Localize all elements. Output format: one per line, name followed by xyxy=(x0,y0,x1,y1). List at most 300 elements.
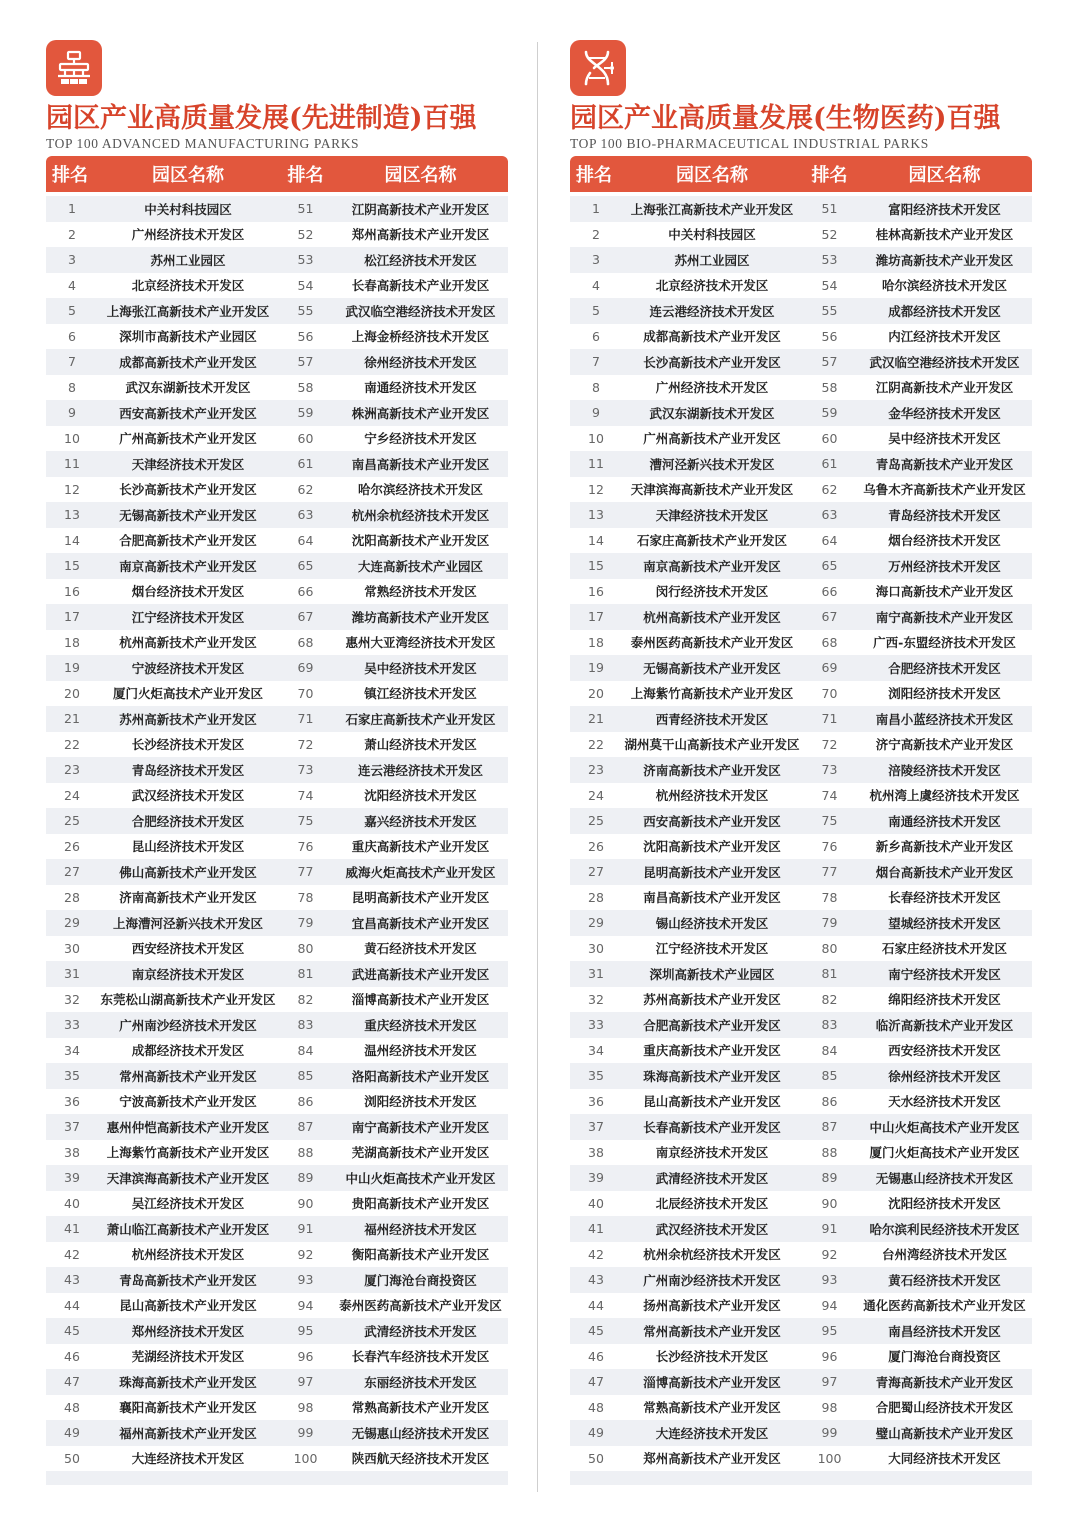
table-row xyxy=(570,1344,1032,1370)
park-name-cell: 合肥高新技术产业开发区 xyxy=(119,533,257,549)
park-name-cell: 徐州经济技术开发区 xyxy=(888,1068,1001,1084)
table-row xyxy=(570,1012,1032,1038)
table-row xyxy=(46,1369,508,1395)
rank-cell: 48 xyxy=(588,1399,604,1415)
rank-cell: 96 xyxy=(297,1348,314,1364)
table-row xyxy=(570,579,1032,605)
rank-cell: 56 xyxy=(821,328,838,344)
rank-cell: 89 xyxy=(821,1170,838,1186)
rank-cell: 12 xyxy=(64,481,80,497)
table-row xyxy=(46,400,508,426)
rank-cell: 39 xyxy=(588,1170,604,1186)
park-name-cell: 武汉临空港经济技术开发区 xyxy=(869,354,1020,370)
table-row xyxy=(570,732,1032,758)
table-row xyxy=(570,196,1032,222)
park-name-cell: 武汉东湖新技术开发区 xyxy=(125,380,251,396)
table-row xyxy=(46,1114,508,1140)
rank-cell: 89 xyxy=(297,1170,314,1186)
rank-cell: 37 xyxy=(588,1119,604,1135)
park-name-cell: 珠海高新技术产业开发区 xyxy=(119,1374,257,1390)
park-name-cell: 黄石经济技术开发区 xyxy=(364,941,477,957)
table-row xyxy=(46,1165,508,1191)
park-name-cell: 昆山高新技术产业开发区 xyxy=(643,1094,781,1110)
park-name-cell: 武汉东湖新技术开发区 xyxy=(649,405,775,421)
park-name-cell: 潍坊高新技术产业开发区 xyxy=(351,609,490,625)
rank-cell: 12 xyxy=(588,481,604,497)
table-row xyxy=(46,987,508,1013)
table-row xyxy=(570,604,1032,630)
park-name-cell: 连云港经济技术开发区 xyxy=(649,303,775,319)
network-diagram-icon xyxy=(46,40,102,96)
rank-cell: 31 xyxy=(588,966,604,982)
park-name-cell: 宁波经济技术开发区 xyxy=(131,660,245,676)
rank-cell: 42 xyxy=(588,1246,604,1262)
park-name-cell: 无锡惠山经济技术开发区 xyxy=(351,1425,490,1441)
rank-cell: 98 xyxy=(297,1399,314,1415)
rank-cell: 54 xyxy=(297,277,314,293)
park-name-cell: 青海高新技术产业开发区 xyxy=(875,1374,1014,1390)
rank-cell: 71 xyxy=(297,711,314,727)
park-name-cell: 富阳经济技术开发区 xyxy=(888,201,1001,217)
rank-cell: 16 xyxy=(588,583,604,599)
park-name-cell: 哈尔滨经济技术开发区 xyxy=(881,278,1007,294)
park-name-cell: 合肥蜀山经济技术开发区 xyxy=(875,1400,1014,1416)
rank-cell: 36 xyxy=(588,1093,604,1109)
table-row xyxy=(570,936,1032,962)
park-name-cell: 芜湖高新技术产业开发区 xyxy=(351,1145,490,1161)
table-row xyxy=(570,706,1032,732)
park-name-cell: 苏州工业园区 xyxy=(674,252,750,268)
park-name-cell: 常熟经济技术开发区 xyxy=(364,584,477,600)
rank-cell: 5 xyxy=(592,303,600,319)
park-name-cell: 石家庄高新技术产业开发区 xyxy=(636,533,787,549)
table-row xyxy=(570,859,1032,885)
rank-cell: 8 xyxy=(68,379,76,395)
park-name-cell: 潍坊高新技术产业开发区 xyxy=(875,252,1014,268)
table-row xyxy=(46,808,508,834)
park-name-cell: 重庆高新技术产业开发区 xyxy=(351,839,490,855)
table-row xyxy=(570,502,1032,528)
rank-cell: 94 xyxy=(297,1297,314,1313)
rank-cell: 95 xyxy=(821,1323,838,1339)
rank-cell: 37 xyxy=(64,1119,80,1135)
rank-cell: 66 xyxy=(821,583,838,599)
table-row xyxy=(570,477,1032,503)
rank-cell: 62 xyxy=(821,481,838,497)
park-name-cell: 杭州余杭经济技术开发区 xyxy=(643,1247,781,1263)
page-title: 园区产业高质量发展(生物医药)百强 xyxy=(570,103,1001,134)
park-name-cell: 南昌高新技术产业开发区 xyxy=(351,456,490,472)
rank-cell: 27 xyxy=(588,864,604,880)
rank-cell: 68 xyxy=(821,634,838,650)
park-name-cell: 无锡高新技术产业开发区 xyxy=(119,507,257,523)
rank-cell: 8 xyxy=(592,379,600,395)
park-name-cell: 大连高新技术产业园区 xyxy=(357,558,483,574)
park-name-cell: 中关村科技园区 xyxy=(668,227,756,243)
table-row xyxy=(46,604,508,630)
park-name-cell: 厦门海沧台商投资区 xyxy=(888,1349,1001,1365)
rank-cell: 80 xyxy=(297,940,314,956)
rank-cell: 64 xyxy=(297,532,314,548)
park-name-cell: 重庆经济技术开发区 xyxy=(364,1017,477,1033)
rank-cell: 24 xyxy=(588,787,604,803)
park-name-cell: 长春高新技术产业开发区 xyxy=(351,278,490,294)
rank-cell: 18 xyxy=(588,634,604,650)
rank-cell: 53 xyxy=(297,252,314,268)
rank-cell: 30 xyxy=(64,940,80,956)
park-name-cell: 杭州经济技术开发区 xyxy=(655,788,769,804)
park-name-cell: 惠州大亚湾经济技术开发区 xyxy=(345,635,496,651)
table-row xyxy=(570,375,1032,401)
park-name-cell: 涪陵经济技术开发区 xyxy=(888,762,1001,778)
table-row xyxy=(46,477,508,503)
table-row xyxy=(46,1318,508,1344)
rank-cell: 99 xyxy=(297,1425,314,1441)
park-name-cell: 威海火炬高技术产业开发区 xyxy=(345,864,496,880)
rank-cell: 22 xyxy=(64,736,80,752)
park-name-cell: 镇江经济技术开发区 xyxy=(364,686,477,702)
rank-cell: 65 xyxy=(297,558,314,574)
table-row xyxy=(570,1420,1032,1446)
park-name-cell: 沈阳经济技术开发区 xyxy=(888,1196,1001,1212)
table-row xyxy=(46,859,508,885)
rank-cell: 50 xyxy=(64,1450,80,1466)
rank-cell: 90 xyxy=(821,1195,838,1211)
rank-cell: 32 xyxy=(588,991,604,1007)
rank-cell: 21 xyxy=(64,711,80,727)
rank-cell: 52 xyxy=(297,226,314,242)
park-name-cell: 济南高新技术产业开发区 xyxy=(119,890,257,906)
park-name-cell: 武汉经济技术开发区 xyxy=(131,788,245,804)
rank-cell: 54 xyxy=(821,277,838,293)
rank-cell: 46 xyxy=(588,1348,604,1364)
rank-cell: 49 xyxy=(588,1425,604,1441)
rank-cell: 48 xyxy=(64,1399,80,1415)
rank-cell: 88 xyxy=(297,1144,314,1160)
park-name-cell: 海口高新技术产业开发区 xyxy=(875,584,1014,600)
table-row xyxy=(46,375,508,401)
table-row xyxy=(570,910,1032,936)
park-name-cell: 北辰经济技术开发区 xyxy=(655,1196,769,1212)
table-footer xyxy=(570,1471,1032,1485)
park-name-cell: 株洲高新技术产业开发区 xyxy=(351,405,490,421)
rank-cell: 77 xyxy=(297,864,314,880)
park-name-cell: 天津滨海高新技术产业开发区 xyxy=(106,1170,270,1186)
park-name-cell: 中关村科技园区 xyxy=(144,201,232,217)
park-name-cell: 成都高新技术产业开发区 xyxy=(119,354,257,370)
park-name-cell: 长春高新技术产业开发区 xyxy=(643,1119,781,1135)
park-name-cell: 常州高新技术产业开发区 xyxy=(119,1068,257,1084)
park-name-cell: 深圳市高新技术产业园区 xyxy=(119,329,257,345)
rank-cell: 97 xyxy=(821,1374,838,1390)
rank-cell: 73 xyxy=(821,762,838,778)
park-name-cell: 杭州高新技术产业开发区 xyxy=(119,635,257,651)
park-name-cell: 南宁高新技术产业开发区 xyxy=(875,609,1014,625)
park-name-cell: 济宁高新技术产业开发区 xyxy=(875,737,1014,753)
table-row xyxy=(570,273,1032,299)
park-name-cell: 石家庄高新技术产业开发区 xyxy=(345,711,496,727)
rank-cell: 61 xyxy=(821,456,838,472)
park-name-cell: 武进高新技术产业开发区 xyxy=(351,966,490,982)
park-name-cell: 天津经济技术开发区 xyxy=(655,507,769,523)
park-name-cell: 宁波高新技术产业开发区 xyxy=(119,1094,257,1110)
park-name-cell: 烟台经济技术开发区 xyxy=(888,533,1001,549)
rank-cell: 14 xyxy=(588,532,604,548)
rank-cell: 2 xyxy=(68,226,76,242)
park-name-cell: 江阴高新技术产业开发区 xyxy=(875,380,1014,396)
park-name-cell: 西安经济技术开发区 xyxy=(131,941,245,957)
table-row xyxy=(46,1420,508,1446)
park-name-cell: 昆山高新技术产业开发区 xyxy=(119,1298,257,1314)
park-name-cell: 西安经济技术开发区 xyxy=(888,1043,1001,1059)
table-row xyxy=(570,987,1032,1013)
park-name-cell: 青岛高新技术产业开发区 xyxy=(875,456,1014,472)
rank-cell: 63 xyxy=(297,507,314,523)
rank-cell: 3 xyxy=(68,252,76,268)
table-row xyxy=(570,400,1032,426)
table-row xyxy=(570,783,1032,809)
table-row xyxy=(46,1089,508,1115)
table-row xyxy=(46,324,508,350)
rank-cell: 56 xyxy=(297,328,314,344)
park-name-cell: 沈阳高新技术产业开发区 xyxy=(351,533,490,549)
rank-cell: 79 xyxy=(821,915,838,931)
rank-cell: 96 xyxy=(821,1348,838,1364)
rank-cell: 5 xyxy=(68,303,76,319)
park-name-cell: 通化医药高新技术产业开发区 xyxy=(863,1298,1026,1314)
rank-cell: 45 xyxy=(588,1323,604,1339)
rank-cell: 29 xyxy=(588,915,604,931)
rank-cell: 60 xyxy=(821,430,838,446)
name-header: 园区名称 xyxy=(384,165,457,186)
ranking-table-body xyxy=(46,192,508,1471)
park-name-cell: 武清经济技术开发区 xyxy=(655,1170,769,1186)
rank-cell: 91 xyxy=(821,1221,838,1237)
table-row xyxy=(570,1165,1032,1191)
park-name-cell: 芜湖经济技术开发区 xyxy=(131,1349,245,1365)
rank-cell: 27 xyxy=(64,864,80,880)
park-name-cell: 上海紫竹高新技术产业开发区 xyxy=(106,1145,270,1161)
rank-cell: 19 xyxy=(588,660,604,676)
bio-pharmaceutical-panel xyxy=(570,40,1032,1485)
table-row xyxy=(46,936,508,962)
park-name-cell: 合肥经济技术开发区 xyxy=(131,813,245,829)
park-name-cell: 上海紫竹高新技术产业开发区 xyxy=(630,686,794,702)
rank-cell: 86 xyxy=(297,1093,314,1109)
rank-header: 排名 xyxy=(52,165,88,186)
park-name-cell: 杭州经济技术开发区 xyxy=(131,1247,245,1263)
rank-cell: 79 xyxy=(297,915,314,931)
rank-cell: 33 xyxy=(588,1017,604,1033)
park-name-cell: 桂林高新技术产业开发区 xyxy=(875,227,1014,243)
rank-header: 排名 xyxy=(576,165,612,186)
table-row xyxy=(46,196,508,222)
park-name-cell: 中山火炬高技术产业开发区 xyxy=(345,1170,496,1186)
table-row xyxy=(570,1038,1032,1064)
table-row xyxy=(46,1267,508,1293)
park-name-cell: 天水经济技术开发区 xyxy=(888,1094,1001,1110)
park-name-cell: 衡阳高新技术产业开发区 xyxy=(351,1247,490,1263)
rank-cell: 18 xyxy=(64,634,80,650)
park-name-cell: 金华经济技术开发区 xyxy=(888,405,1001,421)
table-row xyxy=(46,1293,508,1319)
park-name-cell: 广州经济技术开发区 xyxy=(131,227,245,243)
table-row xyxy=(570,247,1032,273)
rank-cell: 35 xyxy=(588,1068,604,1084)
park-name-cell: 厦门火炬高技术产业开发区 xyxy=(112,686,263,702)
park-name-cell: 常熟高新技术产业开发区 xyxy=(351,1400,490,1416)
park-name-cell: 西青经济技术开发区 xyxy=(655,711,769,727)
rank-cell: 58 xyxy=(297,379,314,395)
park-name-cell: 乌鲁木齐高新技术产业开发区 xyxy=(863,482,1026,498)
park-name-cell: 苏州高新技术产业开发区 xyxy=(119,711,257,727)
rank-cell: 20 xyxy=(64,685,80,701)
rank-cell: 93 xyxy=(821,1272,838,1288)
park-name-cell: 内江经济技术开发区 xyxy=(888,329,1001,345)
park-name-cell: 南昌高新技术产业开发区 xyxy=(643,890,781,906)
rank-cell: 43 xyxy=(64,1272,80,1288)
park-name-cell: 湖州莫干山高新技术产业开发区 xyxy=(624,737,800,753)
park-name-cell: 长沙经济技术开发区 xyxy=(655,1349,769,1365)
rank-cell: 95 xyxy=(297,1323,314,1339)
park-name-cell: 漕河泾新兴技术开发区 xyxy=(649,456,775,472)
rank-cell: 55 xyxy=(821,303,838,319)
rank-cell: 21 xyxy=(588,711,604,727)
park-name-cell: 合肥高新技术产业开发区 xyxy=(643,1017,781,1033)
park-name-cell: 长沙高新技术产业开发区 xyxy=(119,482,257,498)
rank-cell: 70 xyxy=(821,685,838,701)
park-name-cell: 烟台高新技术产业开发区 xyxy=(875,864,1014,880)
table-header xyxy=(570,156,1032,192)
rank-cell: 32 xyxy=(64,991,80,1007)
park-name-cell: 杭州余杭经济技术开发区 xyxy=(351,507,490,523)
rank-cell: 17 xyxy=(588,609,604,625)
park-name-cell: 陕西航天经济技术开发区 xyxy=(351,1451,490,1467)
park-name-cell: 南京高新技术产业开发区 xyxy=(119,558,257,574)
park-name-cell: 闵行经济技术开发区 xyxy=(655,584,769,600)
table-row xyxy=(570,1267,1032,1293)
column-divider xyxy=(537,42,538,1492)
rank-cell: 63 xyxy=(821,507,838,523)
table-row xyxy=(570,630,1032,656)
rank-cell: 75 xyxy=(297,813,314,829)
park-name-cell: 江宁经济技术开发区 xyxy=(131,609,245,625)
rank-cell: 28 xyxy=(588,889,604,905)
rank-cell: 4 xyxy=(68,277,76,293)
table-row xyxy=(46,885,508,911)
table-row xyxy=(570,757,1032,783)
rank-cell: 41 xyxy=(588,1221,604,1237)
park-name-cell: 南通经济技术开发区 xyxy=(364,380,477,396)
park-name-cell: 上海张江高新技术产业开发区 xyxy=(106,303,270,319)
rank-cell: 13 xyxy=(588,507,604,523)
park-name-cell: 南通经济技术开发区 xyxy=(888,813,1001,829)
rank-cell: 26 xyxy=(64,838,80,854)
park-name-cell: 黄石经济技术开发区 xyxy=(888,1272,1001,1288)
rank-cell: 10 xyxy=(64,430,80,446)
rank-cell: 68 xyxy=(297,634,314,650)
table-row xyxy=(46,298,508,324)
table-row xyxy=(570,1369,1032,1395)
table-footer xyxy=(46,1471,508,1485)
rank-cell: 67 xyxy=(821,609,838,625)
rank-cell: 43 xyxy=(588,1272,604,1288)
rank-cell: 38 xyxy=(64,1144,80,1160)
park-name-cell: 万州经济技术开发区 xyxy=(888,558,1001,574)
table-row xyxy=(46,1446,508,1472)
rank-cell: 83 xyxy=(297,1017,314,1033)
rank-cell: 22 xyxy=(588,736,604,752)
rank-cell: 73 xyxy=(297,762,314,778)
park-name-cell: 杭州湾上虞经济技术开发区 xyxy=(869,788,1020,804)
rank-cell: 94 xyxy=(821,1297,838,1313)
park-name-cell: 襄阳高新技术产业开发区 xyxy=(119,1400,257,1416)
park-name-cell: 广州高新技术产业开发区 xyxy=(643,431,781,447)
table-row xyxy=(46,757,508,783)
park-name-cell: 苏州工业园区 xyxy=(150,252,226,268)
table-row xyxy=(46,681,508,707)
park-name-cell: 望城经济技术开发区 xyxy=(888,915,1001,931)
park-name-cell: 合肥经济技术开发区 xyxy=(888,660,1001,676)
park-name-cell: 吴中经济技术开发区 xyxy=(888,431,1001,447)
park-name-cell: 哈尔滨利民经济技术开发区 xyxy=(869,1221,1020,1237)
table-row xyxy=(570,1318,1032,1344)
table-row xyxy=(570,1446,1032,1472)
park-name-cell: 青岛高新技术产业开发区 xyxy=(119,1272,257,1288)
table-row xyxy=(46,502,508,528)
rank-cell: 77 xyxy=(821,864,838,880)
ranking-table-body xyxy=(570,192,1032,1471)
table-header xyxy=(46,156,508,192)
rank-cell: 81 xyxy=(297,966,314,982)
table-row xyxy=(46,910,508,936)
table-row xyxy=(570,808,1032,834)
rank-cell: 78 xyxy=(821,889,838,905)
table-row xyxy=(46,1242,508,1268)
park-name-cell: 大连经济技术开发区 xyxy=(131,1451,245,1467)
park-name-cell: 成都高新技术产业开发区 xyxy=(643,329,781,345)
rank-cell: 23 xyxy=(588,762,604,778)
rank-cell: 83 xyxy=(821,1017,838,1033)
rank-cell: 91 xyxy=(297,1221,314,1237)
rank-cell: 76 xyxy=(821,838,838,854)
table-row xyxy=(46,1191,508,1217)
table-row xyxy=(46,1063,508,1089)
park-name-cell: 昆明高新技术产业开发区 xyxy=(351,890,490,906)
park-name-cell: 吴中经济技术开发区 xyxy=(364,660,477,676)
rank-cell: 7 xyxy=(68,354,76,370)
park-name-cell: 福州经济技术开发区 xyxy=(364,1221,477,1237)
park-name-cell: 杭州高新技术产业开发区 xyxy=(643,609,781,625)
table-row xyxy=(46,349,508,375)
table-row xyxy=(570,655,1032,681)
rank-cell: 11 xyxy=(588,456,604,472)
park-name-cell: 泰州医药高新技术产业开发区 xyxy=(630,635,794,651)
rank-cell: 19 xyxy=(64,660,80,676)
table-row xyxy=(46,1395,508,1421)
park-name-cell: 苏州高新技术产业开发区 xyxy=(643,992,781,1008)
name-header: 园区名称 xyxy=(676,165,748,186)
rank-cell: 74 xyxy=(297,787,314,803)
rank-cell: 3 xyxy=(592,252,600,268)
rank-cell: 84 xyxy=(821,1042,838,1058)
rank-cell: 57 xyxy=(821,354,838,370)
park-name-cell: 北京经济技术开发区 xyxy=(655,278,769,294)
table-row xyxy=(46,834,508,860)
park-name-cell: 长春汽车经济技术开发区 xyxy=(351,1349,490,1365)
park-name-cell: 郑州经济技术开发区 xyxy=(131,1323,245,1339)
rank-cell: 57 xyxy=(297,354,314,370)
